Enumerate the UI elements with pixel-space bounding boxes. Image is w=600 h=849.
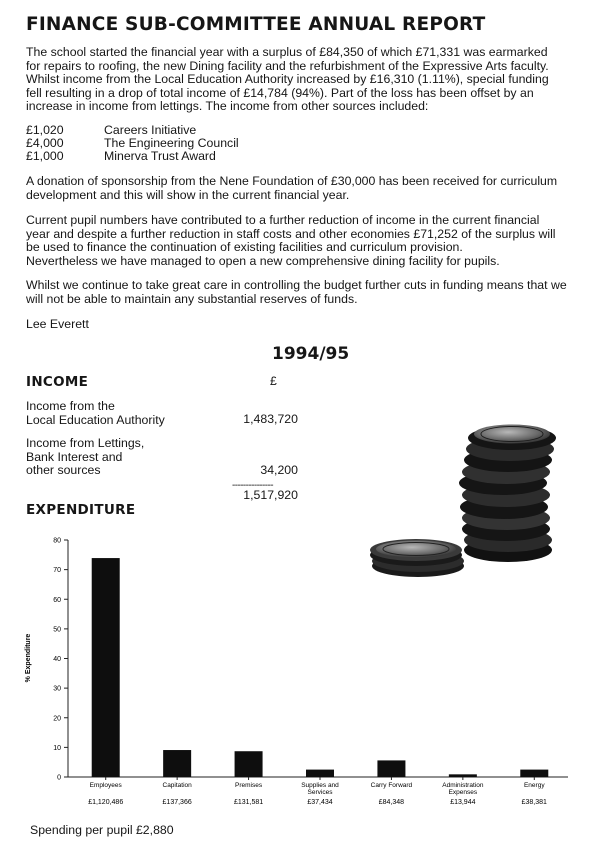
y-tick-label: 20 <box>53 715 61 723</box>
text-line: other sources <box>26 463 101 478</box>
y-tick-label: 10 <box>53 744 61 752</box>
y-tick-label: 80 <box>53 537 61 545</box>
paragraph-pupil-numbers <box>26 214 588 268</box>
bar <box>92 558 120 777</box>
x-tick-label: Employees <box>89 782 122 789</box>
x-tick-label: Supplies and <box>301 782 339 789</box>
y-tick-label: 50 <box>53 626 61 634</box>
total-separator: --------------- <box>232 480 273 491</box>
x-tick-label: Energy <box>523 782 545 789</box>
text-line: increase in income from lettings. The income from other sources included: <box>26 99 429 114</box>
bar-amount-label: £137,366 <box>162 799 192 806</box>
x-tick-label: Capitation <box>162 782 192 789</box>
bar <box>377 760 405 777</box>
y-tick-label: 70 <box>53 567 61 575</box>
x-labels-group <box>88 777 547 806</box>
x-tick-label: Administration <box>442 782 484 789</box>
x-tick-label: Carry Forward <box>370 782 413 789</box>
y-axis <box>53 538 568 782</box>
text-line: development and this will show in the current financial year. <box>26 187 350 202</box>
bar-amount-label: £38,381 <box>521 799 547 806</box>
list-name: The Engineering Council <box>104 136 239 150</box>
y-tick-label: 40 <box>53 656 61 663</box>
year-heading: 1994/95 <box>272 344 350 364</box>
bar-amount-label: £37,434 <box>307 799 333 806</box>
x-tick-label: Premises <box>235 782 263 789</box>
report-title: FINANCE SUB-COMMITTEE ANNUAL REPORT <box>26 14 486 35</box>
bar <box>520 770 548 777</box>
bars-group <box>92 558 549 777</box>
text-line: Current pupil numbers have contributed to a further reduction of income in the current financial <box>26 213 540 227</box>
income-heading: INCOME <box>26 374 89 390</box>
text-line: Nevertheless we have managed to open a new comprehensive dining facility for pupils. <box>26 253 500 268</box>
y-tick-label: 0 <box>57 774 61 782</box>
text-line: Whilst income from the Local Education Authority increased by £16,310 (1.11%), special funding <box>26 72 549 87</box>
text-line: fell resulting in a drop of total income of £14,784 (94%). Part of the loss has been offset by an <box>26 85 534 100</box>
signature: Lee Everett <box>26 317 89 331</box>
currency-symbol: £ <box>270 374 277 388</box>
bar-amount-label: £131,581 <box>233 799 264 806</box>
text-line: Whilst we continue to take great care in controlling the budget further cuts in funding means that we <box>26 278 567 292</box>
text-line: will not be able to maintain any substantial reserves of funds. <box>26 291 358 306</box>
text-line: Income from the <box>26 399 115 413</box>
x-tick-label: Expenses <box>448 789 478 796</box>
expenditure-chart <box>20 528 580 813</box>
list-name: Minerva Trust Award <box>104 149 216 163</box>
text-line: Income from Lettings, <box>26 436 145 450</box>
paragraph-surplus <box>26 46 588 114</box>
expenditure-heading: EXPENDITURE <box>26 502 136 518</box>
list-item <box>26 150 216 164</box>
paragraph-budget <box>26 279 588 306</box>
text-line: The school started the financial year with a surplus of £84,350 of which £71,331 was earmarked <box>26 45 548 59</box>
text-line: year and despite a further reduction in staff costs and other economies £71,252 of the surplus will <box>26 226 556 241</box>
text-line: for repairs to roofing, the new Dining facility and the refurbishment of the Expressive Arts faculty. <box>26 58 549 73</box>
x-tick-label: Services <box>307 789 333 796</box>
income-lea-label <box>26 400 165 427</box>
income-total-amount: 1,517,920 <box>243 488 298 502</box>
bar-amount-label: £1,120,486 <box>88 799 124 806</box>
bar-amount-label: £84,348 <box>378 799 405 806</box>
income-lettings-label <box>26 437 144 478</box>
paragraph-donation <box>26 175 588 202</box>
text-line: Bank Interest and <box>26 449 123 464</box>
text-line: A donation of sponsorship from the Nene Foundation of £30,000 has been received for curriculum <box>26 174 558 188</box>
text-line: be used to finance the continuation of existing facilities and curriculum provision. <box>26 240 463 255</box>
bar <box>306 770 334 777</box>
list-amount: £4,000 <box>26 136 64 150</box>
spending-per-pupil: Spending per pupil £2,880 <box>30 823 174 837</box>
y-tick-label: 60 <box>53 596 61 604</box>
list-name: Careers Initiative <box>104 123 197 137</box>
y-axis-label: % Expenditure <box>25 633 32 683</box>
text-line: Local Education Authority <box>26 412 165 427</box>
bar-amount-label: £13,944 <box>450 799 476 806</box>
income-lea-amount: 1,483,720 <box>243 412 298 426</box>
list-amount: £1,000 <box>26 149 64 163</box>
income-lettings-amount: 34,200 <box>260 463 298 477</box>
bar <box>235 751 263 777</box>
bar <box>449 774 477 777</box>
y-tick-label: 30 <box>53 685 61 693</box>
list-amount: £1,020 <box>26 123 64 137</box>
bar <box>163 750 191 777</box>
